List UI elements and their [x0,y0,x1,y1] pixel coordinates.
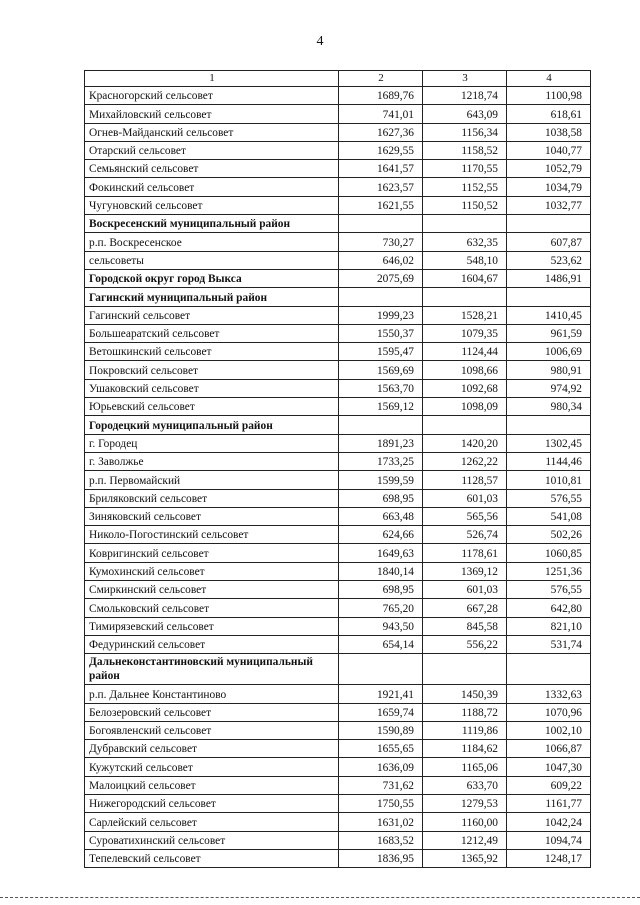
section-name-cell: Гагинский муниципальный район [85,288,339,306]
table-row [85,160,591,178]
value-cell-col3: 1079,35 [423,324,507,342]
value-cell-col3: 1212,49 [423,831,507,849]
value-cell-col2 [339,416,423,434]
value-cell-col2: 1733,25 [339,452,423,470]
table-row [85,123,591,141]
value-cell-col3: 1119,86 [423,721,507,739]
name-cell: Ветошкинский сельсовет [85,343,339,361]
value-cell-col2 [339,215,423,233]
value-cell-col3: 601,03 [423,489,507,507]
value-cell-col4: 1006,69 [507,343,591,361]
value-cell-col2: 730,27 [339,233,423,251]
value-cell-col3: 1156,34 [423,123,507,141]
value-cell-col3: 1165,06 [423,758,507,776]
value-cell-col2: 765,20 [339,599,423,617]
value-cell-col3 [423,215,507,233]
section-name-cell: Дальнеконстантиновский муниципальный район [85,654,339,685]
value-cell-col4: 1040,77 [507,141,591,159]
value-cell-col2: 1750,55 [339,794,423,812]
name-cell: Николо-Погостинский сельсовет [85,526,339,544]
value-cell-col3: 633,70 [423,776,507,794]
value-cell-col3: 1184,62 [423,740,507,758]
value-cell-col2: 624,66 [339,526,423,544]
name-cell: Отарский сельсовет [85,141,339,159]
name-cell: Семьянский сельсовет [85,160,339,178]
value-cell-col2: 1550,37 [339,324,423,342]
value-cell-col3: 632,35 [423,233,507,251]
value-cell-col4: 541,08 [507,507,591,525]
table-row [85,776,591,794]
table-row [85,562,591,580]
name-cell: Тепелевский сельсовет [85,849,339,867]
value-cell-col4 [507,215,591,233]
value-cell-col3: 1160,00 [423,813,507,831]
section-row [85,269,591,287]
value-cell-col4: 576,55 [507,489,591,507]
value-cell-col3: 1098,66 [423,361,507,379]
value-cell-col4: 980,91 [507,361,591,379]
table-row [85,544,591,562]
value-cell-col3: 1604,67 [423,269,507,287]
value-cell-col3: 1150,52 [423,196,507,214]
name-cell: р.п. Дальнее Константиново [85,685,339,703]
table-row [85,703,591,721]
section-row [85,288,591,306]
value-cell-col3: 1365,92 [423,849,507,867]
column-header-2: 2 [339,71,423,87]
table-row [85,87,591,105]
name-cell: Ушаковский сельсовет [85,379,339,397]
name-cell: р.п. Воскресенское [85,233,339,251]
column-header-row [85,71,591,87]
table-row [85,141,591,159]
table-row [85,251,591,269]
value-cell-col2: 1689,76 [339,87,423,105]
value-cell-col4 [507,654,591,685]
value-cell-col2: 1891,23 [339,434,423,452]
section-name-cell: Воскресенский муниципальный район [85,215,339,233]
value-cell-col4: 1100,98 [507,87,591,105]
name-cell: Малоицкий сельсовет [85,776,339,794]
value-cell-col2: 731,62 [339,776,423,794]
name-cell: Бриляковский сельсовет [85,489,339,507]
name-cell: Белозеровский сельсовет [85,703,339,721]
name-cell: Кужутский сельсовет [85,758,339,776]
value-cell-col3 [423,288,507,306]
value-cell-col3: 667,28 [423,599,507,617]
name-cell: Федуринский сельсовет [85,635,339,653]
value-cell-col3: 1450,39 [423,685,507,703]
name-cell: Тимирязевский сельсовет [85,617,339,635]
value-cell-col2: 1629,55 [339,141,423,159]
table-row [85,489,591,507]
value-cell-col4: 1486,91 [507,269,591,287]
name-cell: Сарлейский сельсовет [85,813,339,831]
value-cell-col4 [507,288,591,306]
value-cell-col2: 1623,57 [339,178,423,196]
value-cell-col4: 1251,36 [507,562,591,580]
name-cell: г. Заволжье [85,452,339,470]
value-cell-col2: 943,50 [339,617,423,635]
name-cell: Большеаратский сельсовет [85,324,339,342]
value-cell-col3: 1092,68 [423,379,507,397]
table-row [85,471,591,489]
value-cell-col2: 1590,89 [339,721,423,739]
value-cell-col2: 1836,95 [339,849,423,867]
value-cell-col4: 607,87 [507,233,591,251]
value-cell-col2: 1599,59 [339,471,423,489]
table-row [85,721,591,739]
value-cell-col2: 663,48 [339,507,423,525]
column-header-4: 4 [507,71,591,87]
table-row [85,452,591,470]
value-cell-col3: 1528,21 [423,306,507,324]
table-row [85,178,591,196]
value-cell-col4: 1066,87 [507,740,591,758]
value-cell-col3: 1188,72 [423,703,507,721]
value-cell-col3: 1369,12 [423,562,507,580]
value-cell-col3: 1152,55 [423,178,507,196]
page-number: 4 [316,34,324,49]
column-header-3: 3 [423,71,507,87]
table-row [85,379,591,397]
value-cell-col2: 698,95 [339,581,423,599]
table-row [85,343,591,361]
value-cell-col2: 1569,12 [339,398,423,416]
value-cell-col2: 1631,02 [339,813,423,831]
value-cell-col2: 1621,55 [339,196,423,214]
value-cell-col4: 1248,17 [507,849,591,867]
table-row [85,526,591,544]
table-row [85,740,591,758]
name-cell: Нижегородский сельсовет [85,794,339,812]
name-cell: Зиняковский сельсовет [85,507,339,525]
value-cell-col3: 1420,20 [423,434,507,452]
table-row [85,306,591,324]
value-cell-col4 [507,416,591,434]
value-cell-col2: 1655,65 [339,740,423,758]
name-cell: Юрьевский сельсовет [85,398,339,416]
value-cell-col4: 609,22 [507,776,591,794]
value-cell-col4: 974,92 [507,379,591,397]
value-cell-col3: 1279,53 [423,794,507,812]
value-cell-col4: 576,55 [507,581,591,599]
table-row [85,398,591,416]
data-table [84,70,591,868]
value-cell-col3: 556,22 [423,635,507,653]
name-cell: Гагинский сельсовет [85,306,339,324]
value-cell-col3: 526,74 [423,526,507,544]
name-cell: Смольковский сельсовет [85,599,339,617]
section-name-cell: Городецкий муниципальный район [85,416,339,434]
value-cell-col3: 643,09 [423,105,507,123]
section-row [85,654,591,685]
value-cell-col4: 1332,63 [507,685,591,703]
section-name-cell: Городской округ город Выкса [85,269,339,287]
value-cell-col4: 1410,45 [507,306,591,324]
table-row [85,196,591,214]
value-cell-col2: 1649,63 [339,544,423,562]
value-cell-col3: 1178,61 [423,544,507,562]
name-cell: Суроватихинский сельсовет [85,831,339,849]
name-cell: Богоявленский сельсовет [85,721,339,739]
value-cell-col4: 1010,81 [507,471,591,489]
value-cell-col2: 1569,69 [339,361,423,379]
name-cell: Покровский сельсовет [85,361,339,379]
value-cell-col2: 646,02 [339,251,423,269]
value-cell-col4: 1034,79 [507,178,591,196]
bottom-divider [0,897,640,898]
name-cell: Кумохинский сельсовет [85,562,339,580]
table-row [85,324,591,342]
value-cell-col3: 601,03 [423,581,507,599]
table-row [85,685,591,703]
table-row [85,361,591,379]
value-cell-col4: 1144,46 [507,452,591,470]
value-cell-col2: 741,01 [339,105,423,123]
name-cell: г. Городец [85,434,339,452]
table-row [85,831,591,849]
table-row [85,635,591,653]
table-row [85,581,591,599]
name-cell: Огнев-Майданский сельсовет [85,123,339,141]
value-cell-col4: 502,26 [507,526,591,544]
value-cell-col4: 523,62 [507,251,591,269]
name-cell: Смиркинский сельсовет [85,581,339,599]
value-cell-col2 [339,288,423,306]
value-cell-col3: 565,56 [423,507,507,525]
value-cell-col2: 1563,70 [339,379,423,397]
value-cell-col3: 1218,74 [423,87,507,105]
name-cell: Фокинский сельсовет [85,178,339,196]
value-cell-col2: 1641,57 [339,160,423,178]
value-cell-col4: 1032,77 [507,196,591,214]
value-cell-col4: 531,74 [507,635,591,653]
value-cell-col3 [423,416,507,434]
name-cell: Чугуновский сельсовет [85,196,339,214]
table-row [85,233,591,251]
value-cell-col4: 961,59 [507,324,591,342]
value-cell-col4: 1047,30 [507,758,591,776]
table-row [85,813,591,831]
name-cell: сельсоветы [85,251,339,269]
value-cell-col2: 1683,52 [339,831,423,849]
value-cell-col3: 1170,55 [423,160,507,178]
value-cell-col4: 821,10 [507,617,591,635]
value-cell-col3: 845,58 [423,617,507,635]
value-cell-col4: 1161,77 [507,794,591,812]
value-cell-col2: 1921,41 [339,685,423,703]
value-cell-col4: 1060,85 [507,544,591,562]
table-row [85,599,591,617]
name-cell: Дубравский сельсовет [85,740,339,758]
value-cell-col4: 1070,96 [507,703,591,721]
value-cell-col2: 1627,36 [339,123,423,141]
value-cell-col4: 1042,24 [507,813,591,831]
value-cell-col2: 1595,47 [339,343,423,361]
value-cell-col3: 1262,22 [423,452,507,470]
value-cell-col2: 1840,14 [339,562,423,580]
name-cell: р.п. Первомайский [85,471,339,489]
table-row [85,758,591,776]
value-cell-col2: 1659,74 [339,703,423,721]
table-row [85,794,591,812]
value-cell-col4: 980,34 [507,398,591,416]
value-cell-col3: 1124,44 [423,343,507,361]
value-cell-col4: 1094,74 [507,831,591,849]
value-cell-col2 [339,654,423,685]
section-row [85,416,591,434]
table-row [85,507,591,525]
table-row [85,105,591,123]
value-cell-col4: 1038,58 [507,123,591,141]
table-row [85,849,591,867]
table-body [85,71,591,868]
value-cell-col2: 654,14 [339,635,423,653]
value-cell-col3: 1128,57 [423,471,507,489]
value-cell-col2: 2075,69 [339,269,423,287]
table-row [85,617,591,635]
value-cell-col4: 618,61 [507,105,591,123]
table-row [85,434,591,452]
value-cell-col4: 1002,10 [507,721,591,739]
value-cell-col2: 1999,23 [339,306,423,324]
value-cell-col3: 1098,09 [423,398,507,416]
name-cell: Ковригинский сельсовет [85,544,339,562]
value-cell-col4: 1302,45 [507,434,591,452]
section-row [85,215,591,233]
value-cell-col3: 548,10 [423,251,507,269]
value-cell-col4: 642,80 [507,599,591,617]
value-cell-col2: 1636,09 [339,758,423,776]
name-cell: Михайловский сельсовет [85,105,339,123]
value-cell-col3 [423,654,507,685]
column-header-1: 1 [85,71,339,87]
value-cell-col3: 1158,52 [423,141,507,159]
value-cell-col2: 698,95 [339,489,423,507]
name-cell: Красногорский сельсовет [85,87,339,105]
value-cell-col4: 1052,79 [507,160,591,178]
